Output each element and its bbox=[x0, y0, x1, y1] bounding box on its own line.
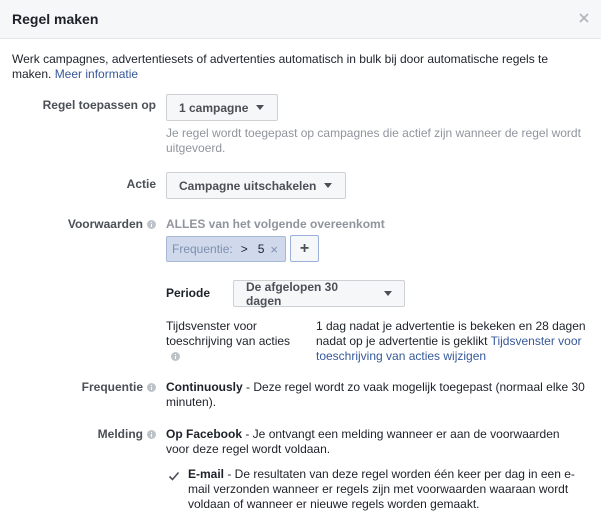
period-value: De afgelopen 30 dagen bbox=[246, 279, 339, 308]
email-checkbox[interactable] bbox=[167, 469, 180, 482]
condition-token-frequency[interactable] bbox=[166, 236, 286, 262]
period-label: Periode bbox=[166, 286, 211, 300]
period-dropdown[interactable] bbox=[233, 280, 405, 307]
info-icon[interactable] bbox=[171, 352, 180, 361]
change-attribution-link[interactable]: Tijdsvenster voor toeschrijving van acties wijzigen bbox=[316, 334, 582, 363]
token-operator: > bbox=[240, 242, 248, 256]
info-icon[interactable] bbox=[147, 383, 156, 392]
frequency-value bbox=[166, 380, 591, 410]
close-icon[interactable] bbox=[577, 11, 591, 25]
frequency-label bbox=[12, 380, 156, 394]
conditions-match-text: ALLES van het volgende overeenkomt bbox=[166, 217, 385, 231]
apply-to-label bbox=[12, 98, 156, 112]
email-option-text bbox=[188, 467, 588, 512]
chevron-down-icon bbox=[324, 183, 332, 188]
dialog-header bbox=[0, 0, 601, 39]
attribution-label bbox=[166, 319, 306, 365]
intro-text bbox=[12, 52, 582, 82]
notification-label-text: Melding bbox=[97, 427, 143, 441]
action-label bbox=[12, 177, 156, 191]
apply-to-label-text: Regel toepassen op bbox=[42, 98, 156, 112]
email-option-rest: - De resultaten van deze regel worden één keer per dag in een e-mail verzonden wanneer er regels zijn met voorwaarden waaraan wordt voldaan of wanneer er nieuwe regels worden gemaakt. bbox=[188, 467, 575, 511]
apply-to-dropdown[interactable] bbox=[166, 94, 278, 121]
checkmark-icon bbox=[168, 470, 180, 482]
conditions-label bbox=[12, 217, 156, 231]
info-icon[interactable] bbox=[147, 430, 156, 439]
dialog-title: Regel maken bbox=[12, 11, 99, 27]
plus-icon: + bbox=[299, 239, 310, 257]
conditions-label-text: Voorwaarden bbox=[67, 217, 143, 231]
action-label-text: Actie bbox=[126, 177, 156, 191]
intro-text-body: Werk campagnes, advertentiesets of advertenties automatisch in bulk bij door automatische regels te maken. bbox=[12, 52, 549, 81]
notification-value-rest: - Je ontvangt een melding wanneer er aan de voorwaarden voor deze regel wordt voldaan. bbox=[166, 427, 560, 456]
frequency-value-bold: Continuously bbox=[166, 380, 243, 394]
apply-to-value: 1 campagne bbox=[179, 100, 249, 115]
notification-value-bold: Op Facebook bbox=[166, 427, 243, 441]
attribution-value-text: 1 dag nadat je advertentie is bekeken en 28 dagen nadat op je advertentie is geklikt bbox=[316, 319, 586, 348]
email-option-bold: E-mail bbox=[188, 467, 225, 481]
chevron-down-icon bbox=[384, 291, 392, 296]
token-value: 5 bbox=[257, 242, 265, 256]
notification-label bbox=[12, 427, 156, 441]
apply-to-help: Je regel wordt toegepast op campagnes die actief zijn wanneer de regel wordt uitgevoerd. bbox=[166, 126, 581, 155]
token-remove-icon[interactable]: × bbox=[270, 241, 278, 257]
action-dropdown[interactable] bbox=[166, 172, 346, 199]
attribution-value bbox=[316, 319, 596, 364]
info-icon[interactable] bbox=[147, 220, 156, 229]
action-value: Campagne uitschakelen bbox=[179, 178, 317, 193]
token-label: Frequentie: bbox=[172, 242, 233, 256]
attribution-label-text: Tijdsvenster voor toeschrijving van acties bbox=[166, 319, 291, 348]
frequency-label-text: Frequentie bbox=[81, 380, 143, 394]
learn-more-link[interactable]: Meer informatie bbox=[54, 67, 139, 81]
frequency-value-rest: - Deze regel wordt zo vaak mogelijk toegepast (normaal elke 30 minuten). bbox=[166, 380, 585, 409]
add-condition-button[interactable] bbox=[290, 235, 319, 262]
chevron-down-icon bbox=[256, 105, 264, 110]
notification-value bbox=[166, 427, 576, 457]
